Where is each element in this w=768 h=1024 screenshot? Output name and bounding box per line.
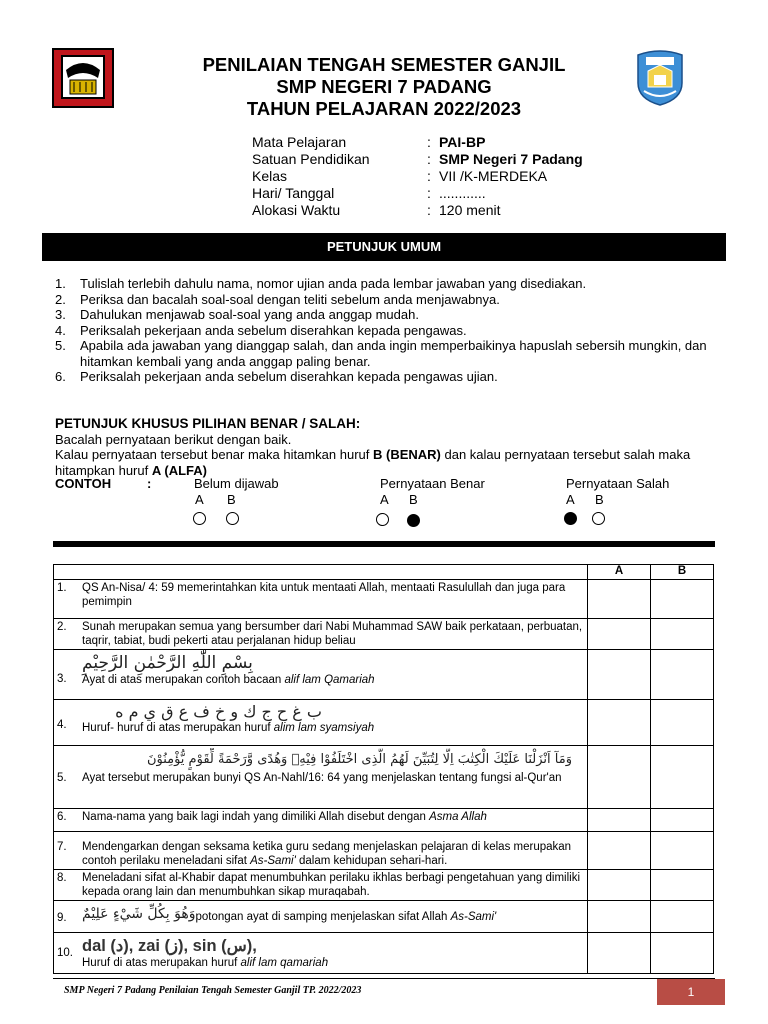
answer-b-cell[interactable] bbox=[651, 809, 714, 832]
bubble-empty bbox=[592, 512, 605, 525]
answer-a-cell[interactable] bbox=[588, 650, 651, 700]
exam-info bbox=[252, 134, 583, 219]
info-label: Satuan Pendidikan bbox=[252, 151, 370, 167]
answer-a-cell[interactable] bbox=[588, 809, 651, 832]
special-line: Kalau pernyataan tersebut benar maka hitamkan huruf B (BENAR) dan kalau pernyataan tersebut salah maka hitampkan huruf A (ALFA) bbox=[55, 447, 691, 478]
answer-a-cell[interactable] bbox=[588, 832, 651, 870]
answer-a-cell[interactable] bbox=[588, 901, 651, 933]
example-label: CONTOH bbox=[55, 476, 112, 491]
bubble-filled bbox=[564, 512, 577, 525]
answer-a-cell[interactable] bbox=[588, 870, 651, 901]
info-label: Alokasi Waktu bbox=[252, 202, 341, 218]
answer-b-cell[interactable] bbox=[651, 870, 714, 901]
column-a-header: A bbox=[588, 565, 651, 580]
bubble-empty bbox=[226, 512, 239, 525]
question-text: Mendengarkan dengan seksama ketika guru sedang menjelaskan pelajaran di kelas merupakan contoh perilaku meneladani sifat As-Sami' dalam kehidupan sehari-hari. bbox=[82, 841, 572, 867]
exam-title: PENILAIAN TENGAH SEMESTER GANJIL bbox=[202, 54, 566, 75]
letters-text: dal (د), zai (ز), sin (س), bbox=[82, 937, 257, 955]
footer-text: SMP Negeri 7 Padang Penilaian Tengah Semester Ganjil TP. 2022/2023 bbox=[64, 985, 362, 996]
question-text: Ayat tersebut merupakan bunyi QS An-Nahl/16: 64 yang menjelaskan tentang fungsi al-Qur'an bbox=[82, 772, 562, 784]
page-number: 1 bbox=[657, 979, 725, 1005]
question-text: Huruf di atas merupakan huruf alif lam qamariah bbox=[82, 957, 329, 969]
table-row: 1. QS An-Nisa/ 4: 59 memerintahkan kita untuk mentaati Allah, mentaati Rasulullah dan juga para pemimpin bbox=[54, 580, 714, 619]
answer-a-cell[interactable] bbox=[588, 619, 651, 650]
answer-b-cell[interactable] bbox=[651, 580, 714, 619]
question-text: Sunah merupakan semua yang bersumber dari Nabi Muhammad SAW baik perkataan, perbuatan, taqrir, tabiat, budi pekerti atau perjalanan hidup beliau bbox=[82, 621, 583, 647]
special-title: PETUNJUK KHUSUS PILIHAN BENAR / SALAH: bbox=[55, 416, 361, 431]
list-item: 5. Apabila ada jawaban yang dianggap salah, dan anda ingin memperbaikinya hapuslah sebersih mungkin, dan hitamkan kembali yang anda anggap paling benar. bbox=[55, 338, 707, 369]
question-text: potongan ayat di samping menjelaskan sifat Allah As-Sami' bbox=[195, 910, 497, 923]
table-row: 3. بِسْمِ اللّٰهِ الرَّحْمٰنِ الرَّحِيْمِ Ayat di atas merupakan contoh bacaan alif lam Qamariah bbox=[54, 650, 714, 700]
questions-table bbox=[53, 564, 714, 974]
bubble-filled bbox=[407, 514, 420, 527]
question-text: QS An-Nisa/ 4: 59 memerintahkan kita untuk mentaati Allah, mentaati Rasulullah dan juga para pemimpin bbox=[82, 582, 566, 608]
arabic-text: بِسْمِ اللّٰهِ الرَّحْمٰنِ الرَّحِيْمِ bbox=[82, 653, 253, 673]
table-row: 6. Nama-nama yang baik lagi indah yang dimiliki Allah disebut dengan Asma Allah bbox=[54, 809, 714, 832]
list-item: 3. Dahulukan menjawab soal-soal yang anda anggap mudah. bbox=[55, 307, 419, 322]
arabic-text: ب غ ح ج ك و خ ف ع ق ي م ه bbox=[115, 702, 322, 721]
list-item: 4. Periksalah pekerjaan anda sebelum diserahkan kepada pengawas. bbox=[55, 322, 467, 338]
answer-a-cell[interactable] bbox=[588, 746, 651, 809]
list-item: 2. Periksa dan bacalah soal-soal dengan teliti sebelum anda menjawabnya. bbox=[55, 291, 500, 307]
info-row: Kelas : VII /K-MERDEKA bbox=[252, 168, 548, 184]
example-unanswered-label: Belum dijawab bbox=[194, 476, 279, 491]
table-row: 8. Meneladani sifat al-Khabir dapat menumbuhkan perilaku ikhlas berbagi pengetahuan yang dimiliki kepada orang lain dan menumbuhkan sikap muraqabah. bbox=[54, 870, 714, 901]
question-text: Ayat di atas merupakan contoh bacaan alif lam Qamariah bbox=[82, 674, 375, 686]
info-label: Mata Pelajaran bbox=[252, 134, 347, 150]
question-text: Nama-nama yang baik lagi indah yang dimiliki Allah disebut dengan Asma Allah bbox=[82, 811, 487, 823]
table-row: 7. Mendengarkan dengan seksama ketika guru sedang menjelaskan pelajaran di kelas merupakan contoh perilaku meneladani sifat As-Sami' dalam kehidupan sehari-hari. bbox=[54, 832, 714, 870]
answer-b-cell[interactable] bbox=[651, 901, 714, 933]
answer-a-cell[interactable] bbox=[588, 700, 651, 746]
bubble-empty bbox=[193, 512, 206, 525]
table-header-row bbox=[54, 565, 714, 580]
list-item: 6. Periksalah pekerjaan anda sebelum diserahkan kepada pengawas ujian. bbox=[55, 369, 498, 384]
footer-divider bbox=[53, 978, 715, 979]
info-value: 120 menit bbox=[439, 202, 501, 218]
info-value: PAI-BP bbox=[439, 134, 486, 150]
section-divider bbox=[53, 541, 715, 547]
table-row: 9. وَهُوَ بِكُلِّ شَيْءٍ عَلِيْمٌ potongan ayat di samping menjelaskan sifat Allah As-Sami' bbox=[54, 901, 714, 933]
school-name: SMP NEGERI 7 PADANG bbox=[276, 76, 492, 97]
answer-b-cell[interactable] bbox=[651, 619, 714, 650]
info-label: Kelas bbox=[252, 168, 288, 184]
list-item: 1. Tulislah terlebih dahulu nama, nomor ujian anda pada lembar jawaban yang disediakan. bbox=[55, 276, 587, 291]
special-instructions bbox=[55, 416, 725, 478]
general-instructions-list bbox=[55, 276, 715, 385]
table-row: 5. وَمَآ اَنْزَلْنَا عَلَيْكَ الْكِتٰبَ اِلَّا لِتُبَيِّنَ لَهُمُ الَّذِى اخْتَلَفُوْا فِيْهِۙ وَهُدًى وَّرَحْمَةً لِّقَوْمٍ يُّؤْمِنُوْنَ Ayat tersebut merupakan bunyi QS An-Nahl/16: 64 yang menjelaskan tentang fungsi al-Qur'an bbox=[54, 746, 714, 809]
answer-b-cell[interactable] bbox=[651, 700, 714, 746]
bubble-empty bbox=[376, 513, 389, 526]
answer-b-cell[interactable] bbox=[651, 832, 714, 870]
answer-a-cell[interactable] bbox=[588, 933, 651, 974]
table-row: 10. dal (د), zai (ز), sin (س), Huruf di atas merupakan huruf alif lam qamariah bbox=[54, 933, 714, 974]
info-row: Hari/ Tanggal : ............ bbox=[252, 185, 486, 201]
arabic-text: وَمَآ اَنْزَلْنَا عَلَيْكَ الْكِتٰبَ اِلَّا لِتُبَيِّنَ لَهُمُ الَّذِى اخْتَلَفُوْا فِيْهِۙ وَهُدًى وَّرَحْمَةً لِّقَوْمٍ يُّؤْمِنُوْنَ bbox=[146, 752, 572, 767]
general-instructions-banner: PETUNJUK UMUM bbox=[42, 233, 726, 261]
info-value: SMP Negeri 7 Padang bbox=[439, 151, 583, 167]
info-value: VII /K-MERDEKA bbox=[439, 168, 548, 184]
table-row: 4. ب غ ح ج ك و خ ف ع ق ي م ه Huruf- huruf di atas merupakan huruf alim lam syamsiyah bbox=[54, 700, 714, 746]
answer-b-cell[interactable] bbox=[651, 746, 714, 809]
info-value: ............ bbox=[439, 185, 486, 201]
info-row: Mata Pelajaran : PAI-BP bbox=[252, 134, 486, 150]
question-text: Huruf- huruf di atas merupakan huruf alim lam syamsiyah bbox=[82, 722, 375, 734]
academic-year: TAHUN PELAJARAN 2022/2023 bbox=[246, 98, 522, 119]
info-row: Alokasi Waktu : 120 menit bbox=[252, 202, 501, 218]
answer-b-cell[interactable] bbox=[651, 933, 714, 974]
answer-a-cell[interactable] bbox=[588, 580, 651, 619]
question-text: Meneladani sifat al-Khabir dapat menumbuhkan perilaku ikhlas berbagi pengetahuan yang dimiliki kepada orang lain dan menumbuhkan sikap muraqabah. bbox=[82, 872, 581, 898]
info-label: Hari/ Tanggal bbox=[252, 185, 335, 201]
arabic-text: وَهُوَ بِكُلِّ شَيْءٍ عَلِيْمٌ bbox=[82, 906, 196, 922]
column-b-header: B bbox=[651, 565, 714, 580]
info-row: Satuan Pendidikan : SMP Negeri 7 Padang bbox=[252, 151, 583, 167]
example-true-label: Pernyataan Benar bbox=[380, 476, 485, 491]
table-row: 2. Sunah merupakan semua yang bersumber dari Nabi Muhammad SAW baik perkataan, perbuatan, taqrir, tabiat, budi pekerti atau perjalanan hidup beliau bbox=[54, 619, 714, 650]
example-false-label: Pernyataan Salah bbox=[566, 476, 670, 491]
special-line: Bacalah pernyataan berikut dengan baik. bbox=[55, 431, 292, 447]
answer-b-cell[interactable] bbox=[651, 650, 714, 700]
